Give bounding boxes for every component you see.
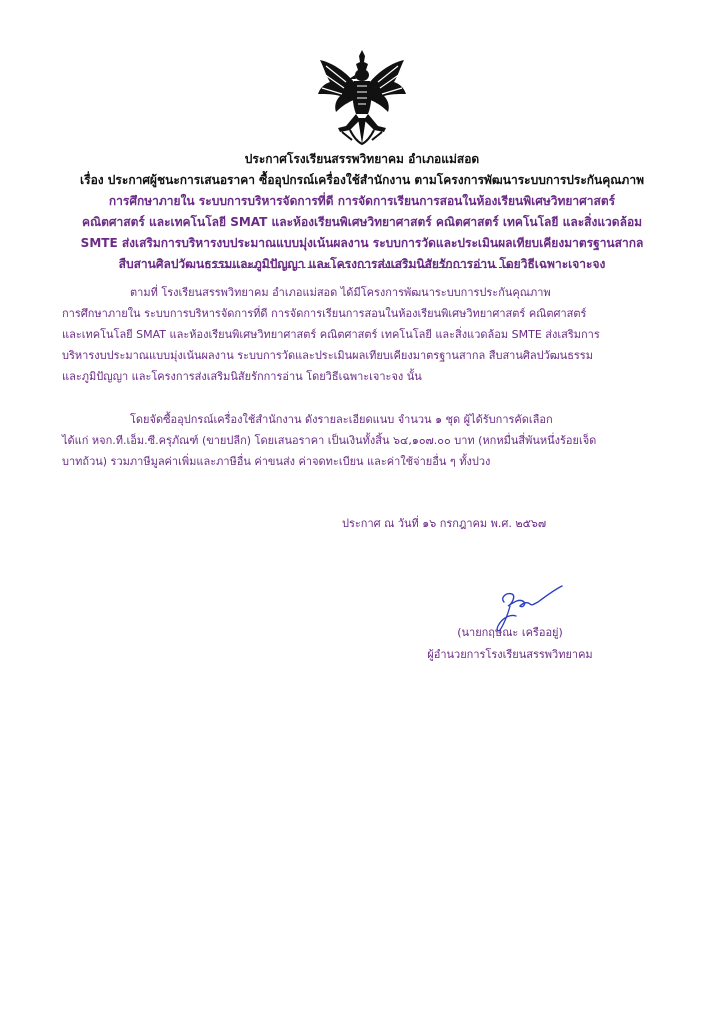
paragraph-line: การศึกษาภายใน ระบบการบริหารจัดการที่ดี การจัดการเรียนการสอนในห้องเรียนพิเศษวิทยาศาสตร์ คณิตศาสตร์	[62, 307, 587, 320]
paragraph-line: ได้แก่ หจก.ที.เอ็ม.ซี.ครุภัณฑ์ (ขายปลีก) โดยเสนอราคา เป็นเงินทั้งสิ้น ๖๔,๑๐๗.๐๐ บาท (หกหมื่นสี่พันหนึ่งร้อยเจ็ด	[62, 434, 597, 447]
signer-name: (นายกฤษณะ เครืออยู่)	[457, 626, 563, 639]
paragraph-line: บาทถ้วน) รวมภาษีมูลค่าเพิ่มและภาษีอื่น ค่าขนส่ง ค่าจดทะเบียน และค่าใช้จ่ายอื่น ๆ ทั้งปวง	[62, 455, 491, 468]
paragraph-line: และภูมิปัญญา และโครงการส่งเสริมนิสัยรักการอ่าน โดยวิธีเฉพาะเจาะจง นั้น	[62, 370, 422, 383]
paragraph-line: บริหารงบประมาณแบบมุ่งเน้นผลงาน ระบบการวัดและประเมินผลเทียบเคียงมาตรฐานสากล สืบสานศิลปวัฒนธรรม	[62, 349, 593, 362]
heading-line: ประกาศโรงเรียนสรรพวิทยาคม อำเภอแม่สอด	[244, 152, 480, 166]
subject-line: การศึกษาภายใน ระบบการบริหารจัดการที่ดี การจัดการเรียนการสอนในห้องเรียนพิเศษวิทยาศาสตร์	[108, 194, 616, 208]
paragraph-project-reference	[62, 282, 662, 387]
paragraph-line: และเทคโนโลยี SMAT และห้องเรียนพิเศษวิทยาศาสตร์ คณิตศาสตร์ เทคโนโลยี และสิ่งแวดล้อม SMTE ส่งเสริมการ	[62, 328, 600, 341]
garuda-emblem-icon	[316, 48, 408, 146]
subject-line: คณิตศาสตร์ และเทคโนโลยี SMAT และห้องเรียนพิเศษวิทยาศาสตร์ คณิตศาสตร์ เทคโนโลยี และสิ่งแวดล้อม	[81, 215, 643, 229]
divider-line	[212, 267, 512, 268]
announcement-date: ประกาศ ณ วันที่ ๑๖ กรกฎาคม พ.ศ. ๒๕๖๗	[342, 517, 547, 530]
paragraph-line: โดยจัดซื้ออุปกรณ์เครื่องใช้สำนักงาน ดังรายละเอียดแนบ จำนวน ๑ ชุด ผู้ได้รับการคัดเลือก	[130, 413, 553, 426]
signer-block	[400, 622, 620, 666]
signer-position: ผู้อำนวยการโรงเรียนสรรพวิทยาคม	[427, 648, 593, 661]
paragraph-winner-details	[62, 409, 662, 472]
subject-line: SMTE ส่งเสริมการบริหารงบประมาณแบบมุ่งเน้นผลงาน ระบบการวัดและประเมินผลเทียบเคียงมาตรฐานสากล	[80, 236, 644, 250]
document-heading	[20, 149, 704, 275]
subject-line: เรื่อง ประกาศผู้ชนะการเสนอราคา ซื้ออุปกรณ์เครื่องใช้สำนักงาน ตามโครงการพัฒนาระบบการประกันคุณภาพ	[80, 173, 644, 187]
subject-line: สืบสานศิลปวัฒนธรรมและภูมิปัญญา และโครงการส่งเสริมนิสัยรักการอ่าน โดยวิธีเฉพาะเจาะจง	[118, 257, 606, 271]
paragraph-line: ตามที่ โรงเรียนสรรพวิทยาคม อำเภอแม่สอด ได้มีโครงการพัฒนาระบบการประกันคุณภาพ	[130, 286, 551, 299]
